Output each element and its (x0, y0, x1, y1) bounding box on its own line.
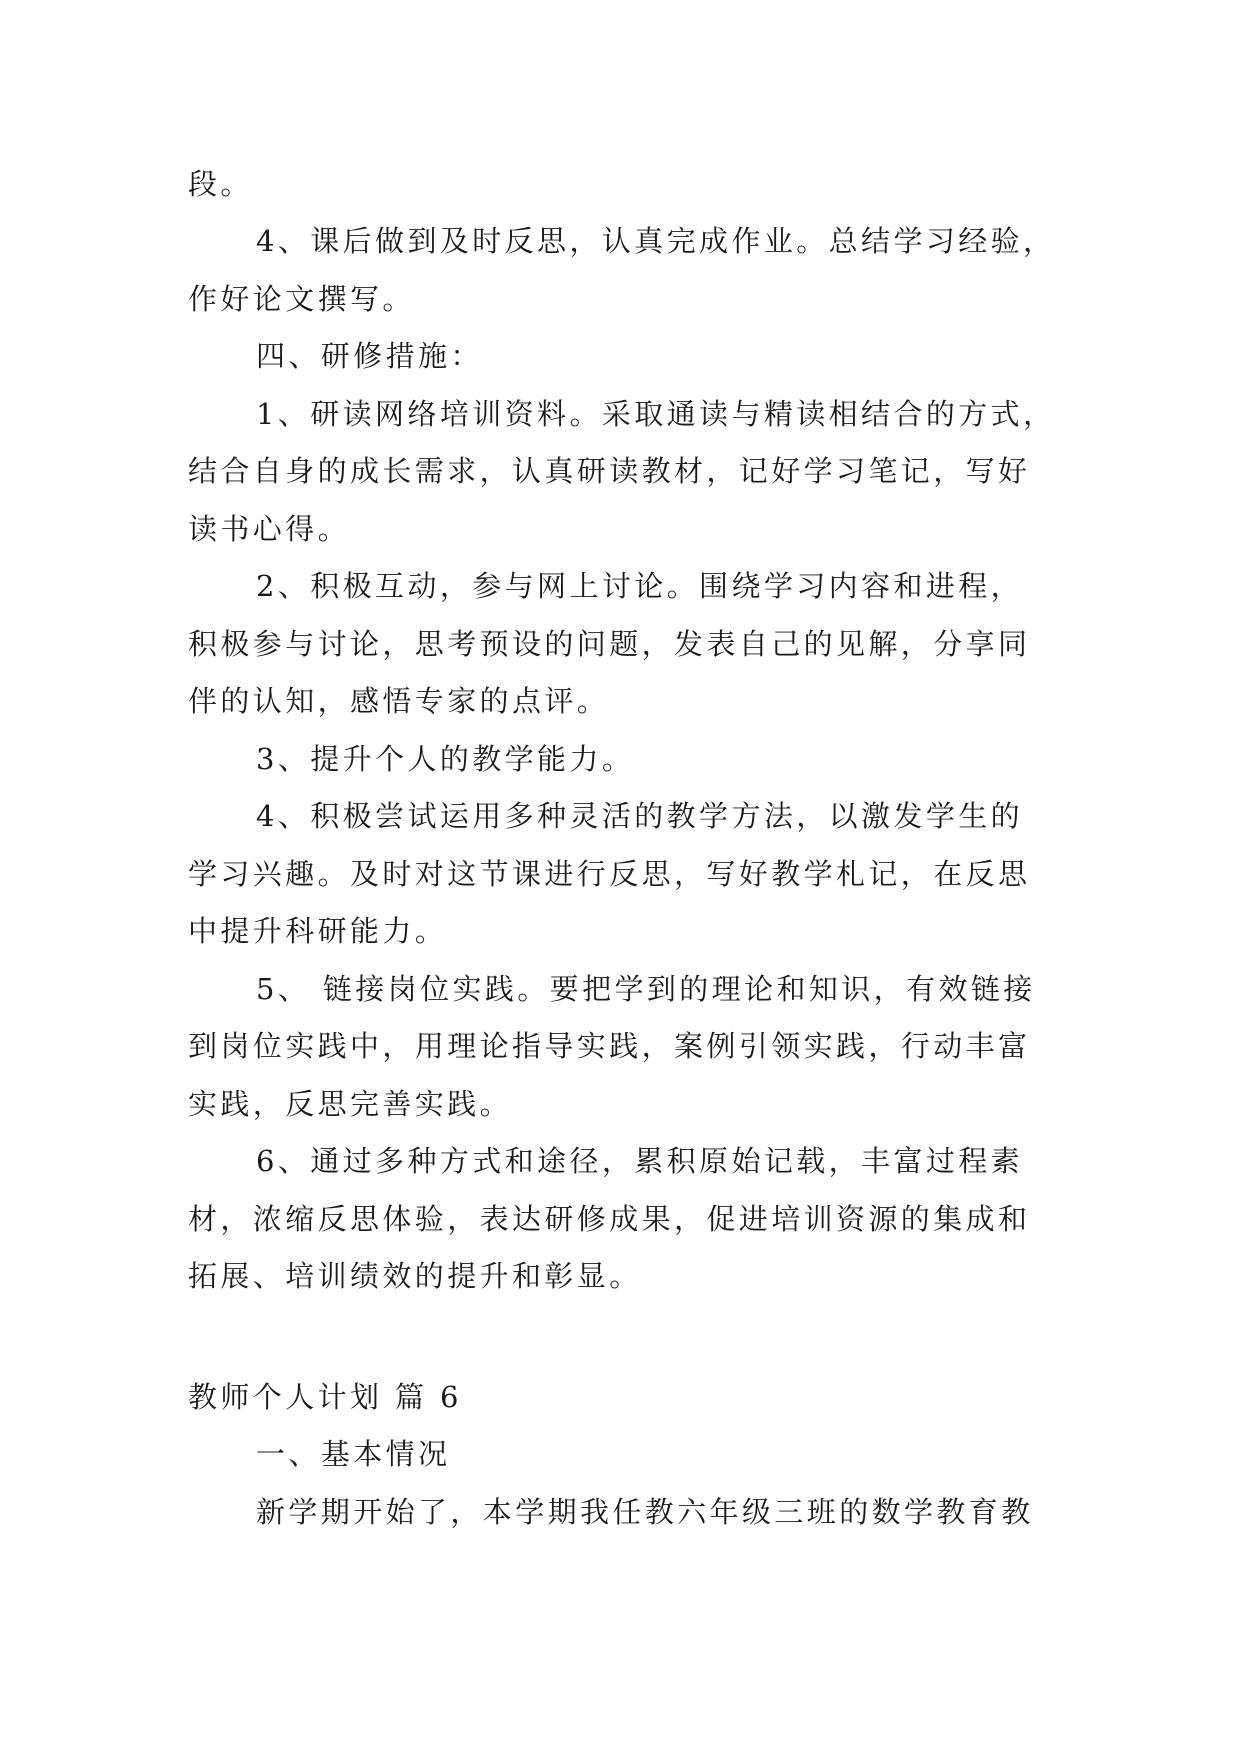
section-heading: 一、基本情况 (256, 1437, 451, 1471)
paragraph-line: 5、 链接岗位实践。要把学到的理论和知识，有效链接 (256, 972, 1036, 1006)
paragraph-line: 4、积极尝试运用多种灵活的教学方法，以激发学生的 (256, 799, 1024, 833)
paragraph-line: 1、研读网络培训资料。采取通读与精读相结合的方式， (256, 397, 1056, 431)
paragraph-line: 新学期开始了，本学期我任教六年级三班的数学教育教 (256, 1495, 1034, 1529)
paragraph-line: 积极参与讨论，思考预设的问题，发表自己的见解，分享同 (188, 627, 1031, 661)
paragraph-line: 中提升科研能力。 (188, 914, 448, 948)
paragraph-line: 拓展、培训绩效的提升和彰显。 (188, 1259, 642, 1293)
paragraph-line: 4、课后做到及时反思，认真完成作业。总结学习经验， (256, 224, 1056, 258)
paragraph-line: 实践，反思完善实践。 (188, 1087, 513, 1121)
paragraph-line: 学习兴趣。及时对这节课进行反思，写好教学札记，在反思 (188, 857, 1031, 891)
paragraph-line: 段。 (188, 167, 253, 201)
paragraph-line: 到岗位实践中，用理论指导实践，案例引领实践，行动丰富 (188, 1029, 1031, 1063)
paragraph-line: 读书心得。 (188, 512, 351, 546)
paragraph-line: 伴的认知，感悟专家的点评。 (188, 684, 610, 718)
section-heading: 四、研修措施： (256, 339, 483, 373)
section-title: 教师个人计划 篇 6 (188, 1380, 462, 1414)
paragraph-line: 3、提升个人的教学能力。 (256, 742, 635, 776)
paragraph-line: 材，浓缩反思体验，表达研修成果，促进培训资源的集成和 (188, 1202, 1031, 1236)
paragraph-line: 作好论文撰写。 (188, 282, 415, 316)
paragraph-line: 结合自身的成长需求，认真研读教材，记好学习笔记，写好 (188, 454, 1031, 488)
paragraph-line: 6、通过多种方式和途径，累积原始记载，丰富过程素 (256, 1144, 1024, 1178)
paragraph-line: 2、积极互动，参与网上讨论。围绕学习内容和进程， (256, 569, 1024, 603)
